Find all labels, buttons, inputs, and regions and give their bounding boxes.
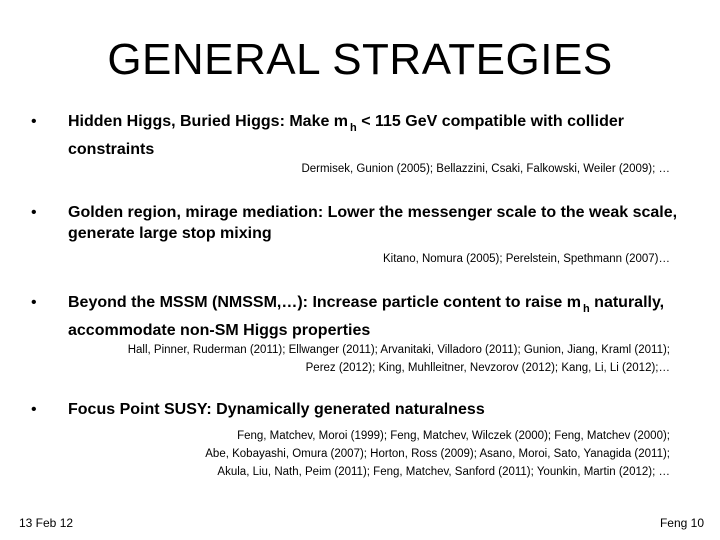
bullet-3-text: [68, 292, 678, 341]
bullet-2-text-pre: Golden region, mirage mediation: Lower the messenger scale to the weak scale, generate large stop mixing: [68, 204, 678, 242]
bullet-marker: •: [31, 204, 37, 221]
bullet-marker: •: [31, 401, 37, 418]
bullet-1-subscript: h: [350, 122, 357, 134]
bullet-1-text-pre: Hidden Higgs, Buried Higgs: Make m: [68, 113, 349, 130]
bullet-3-ref-line: Perez (2012); King, Muhlleitner, Nevzorov (2012); Kang, Li, Li (2012);…: [305, 362, 670, 374]
bullet-4-ref-line: Feng, Matchev, Moroi (1999); Feng, Matchev, Wilczek (2000); Feng, Matchev (2000);: [237, 430, 670, 442]
bullet-3-ref-line: Hall, Pinner, Ruderman (2011); Ellwanger (2011); Arvanitaki, Villadoro (2011); Gunion, Jiang, Kraml (2011);: [127, 344, 670, 356]
bullet-4-text: [68, 399, 678, 420]
footer-date: 13 Feb 12: [19, 516, 74, 530]
bullet-2-refs: [110, 250, 670, 268]
bullet-3-refs: [70, 341, 670, 377]
bullet-1-text: [68, 111, 678, 160]
bullet-4-ref-line: Akula, Liu, Nath, Peim (2011); Feng, Matchev, Sanford (2011); Younkin, Martin (2012); …: [217, 466, 670, 478]
bullet-2-ref-line: Kitano, Nomura (2005); Perelstein, Spethmann (2007)…: [382, 253, 670, 265]
bullet-1-refs: [110, 160, 670, 178]
bullet-marker: •: [31, 113, 37, 130]
bullet-1-ref-line: Dermisek, Gunion (2005); Bellazzini, Csaki, Falkowski, Weiler (2009); …: [301, 163, 670, 175]
slide-title: GENERAL STRATEGIES: [107, 35, 613, 84]
bullet-1-text-post: < 115 GeV compatible with collider constraints: [68, 113, 624, 158]
footer-page-number: Feng 10: [659, 516, 704, 530]
bullet-4-ref-line: Abe, Kobayashi, Omura (2007); Horton, Ross (2009); Asano, Moroi, Sato, Yanagida (2011);: [205, 448, 670, 460]
bullet-4-text-pre: Focus Point SUSY: Dynamically generated naturalness: [68, 401, 485, 418]
bullet-3-text-post: naturally, accommodate non-SM Higgs properties: [68, 294, 665, 339]
bullet-4-refs: [70, 427, 670, 481]
bullet-marker: •: [31, 294, 37, 311]
bullet-2-text: [68, 202, 678, 244]
bullet-3-text-pre: Beyond the MSSM (NMSSM,…): Increase particle content to raise m: [68, 294, 581, 311]
bullet-3-subscript: h: [582, 303, 590, 315]
